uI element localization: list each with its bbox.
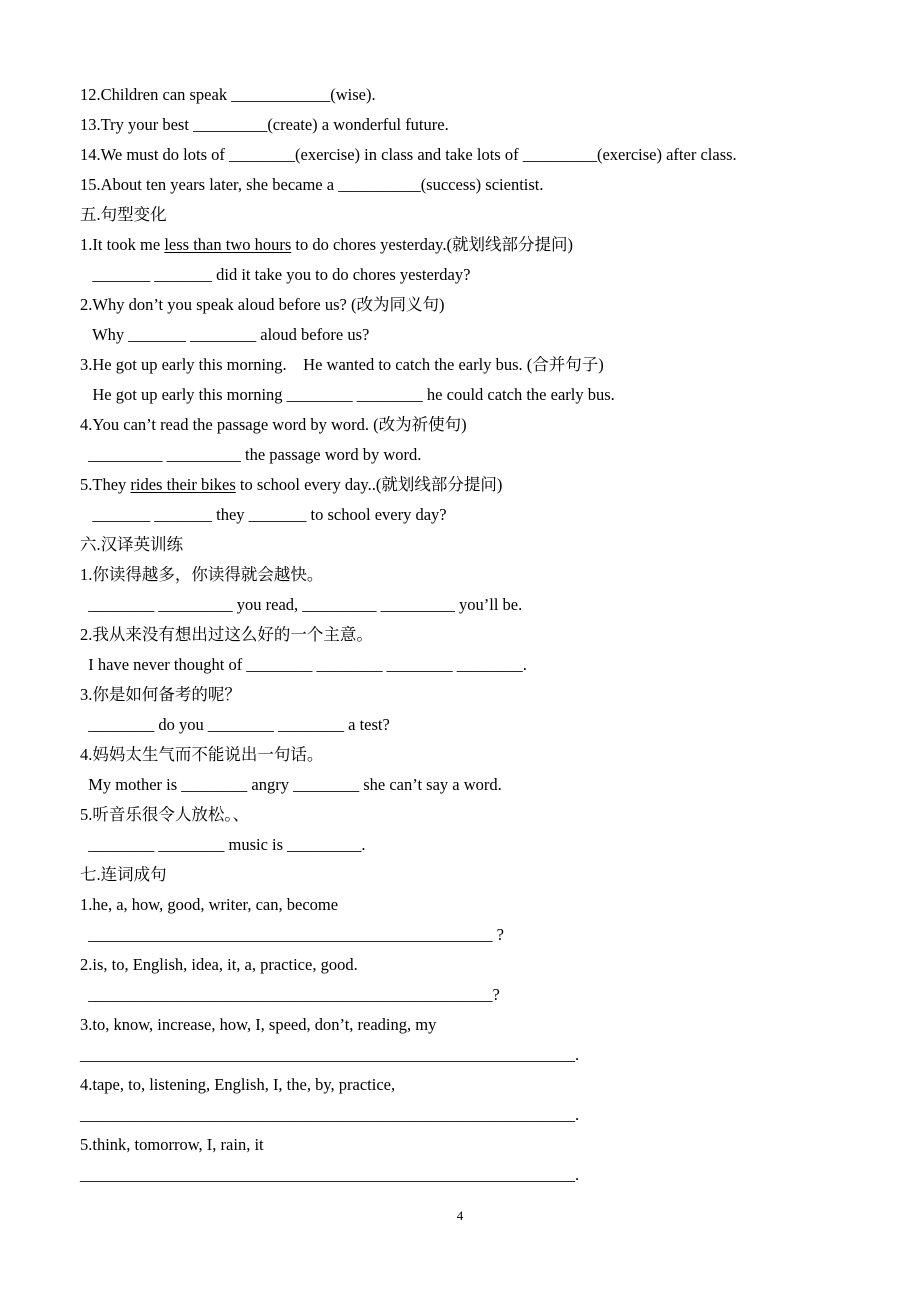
word-order-question-5: 5.think, tomorrow, I, rain, it xyxy=(80,1135,264,1154)
word-order-answer-1: _________________________________________________ ? xyxy=(80,925,504,944)
section-heading-5: 五.句型变化 xyxy=(80,205,167,224)
transform-answer-5: _______ _______ they _______ to school every day? xyxy=(80,505,447,524)
transform-question-1 xyxy=(80,235,573,255)
translate-question-2: 2.我从来没有想出过这么好的一个主意。 xyxy=(80,625,373,644)
translate-answer-5: ________ ________ music is _________. xyxy=(80,835,366,854)
transform-answer-1: _______ _______ did it take you to do chores yesterday? xyxy=(80,265,471,284)
word-order-question-1: 1.he, a, how, good, writer, can, become xyxy=(80,895,339,914)
translate-question-4: 4.妈妈太生气而不能说出一句话。 xyxy=(80,745,324,764)
transform-question-5 xyxy=(80,475,502,495)
translate-question-1: 1.你读得越多，你读得就会越快。 xyxy=(80,565,324,584)
question-14: 14.We must do lots of ________(exercise) in class and take lots of _________(exercise) after class. xyxy=(80,145,737,164)
q5-prefix: 5.They xyxy=(80,475,131,494)
word-order-answer-2: _________________________________________________? xyxy=(80,985,500,1004)
translate-answer-1: ________ _________ you read, _________ _________ you’ll be. xyxy=(80,595,523,614)
section-heading-7: 七.连词成句 xyxy=(80,865,167,884)
q1-prefix: 1.It took me xyxy=(80,235,165,254)
word-order-answer-4: ____________________________________________________________. xyxy=(80,1105,580,1124)
transform-question-3: 3.He got up early this morning. He wanted to catch the early bus. (合并句子) xyxy=(80,355,604,374)
word-order-answer-5: ____________________________________________________________. xyxy=(80,1165,580,1184)
translate-answer-2: I have never thought of ________ ________ ________ ________. xyxy=(80,655,527,674)
word-order-question-3: 3.to, know, increase, how, I, speed, don’t, reading, my xyxy=(80,1015,437,1034)
question-13: 13.Try your best _________(create) a wonderful future. xyxy=(80,115,449,134)
transform-answer-3: He got up early this morning ________ ________ he could catch the early bus. xyxy=(80,385,615,404)
question-15: 15.About ten years later, she became a __________(success) scientist. xyxy=(80,175,544,194)
translate-answer-4: My mother is ________ angry ________ she can’t say a word. xyxy=(80,775,502,794)
translate-question-3: 3.你是如何备考的呢？ xyxy=(80,685,241,704)
transform-answer-4: _________ _________ the passage word by word. xyxy=(80,445,422,464)
transform-answer-2: Why _______ ________ aloud before us? xyxy=(80,325,370,344)
q5-underlined: rides their bikes xyxy=(130,475,236,494)
page-number: 4 xyxy=(456,1208,464,1223)
question-12: 12.Children can speak ____________(wise). xyxy=(80,85,376,104)
word-order-question-2: 2.is, to, English, idea, it, a, practice, good. xyxy=(80,955,358,974)
section-heading-6: 六.汉译英训练 xyxy=(80,535,184,554)
transform-question-2: 2.Why don’t you speak aloud before us? (改为同义句) xyxy=(80,295,445,314)
word-order-question-4: 4.tape, to, listening, English, I, the, by, practice, xyxy=(80,1075,396,1094)
q1-suffix: to do chores yesterday.(就划线部分提问) xyxy=(291,235,573,254)
q5-suffix: to school every day..(就划线部分提问) xyxy=(235,475,503,494)
word-order-answer-3: ____________________________________________________________. xyxy=(80,1045,580,1064)
transform-question-4: 4.You can’t read the passage word by word. (改为祈使句) xyxy=(80,415,467,434)
translate-question-5: 5.听音乐很令人放松。、 xyxy=(80,805,250,824)
q1-underlined: less than two hours xyxy=(164,235,292,254)
translate-answer-3: ________ do you ________ ________ a test? xyxy=(80,715,390,734)
